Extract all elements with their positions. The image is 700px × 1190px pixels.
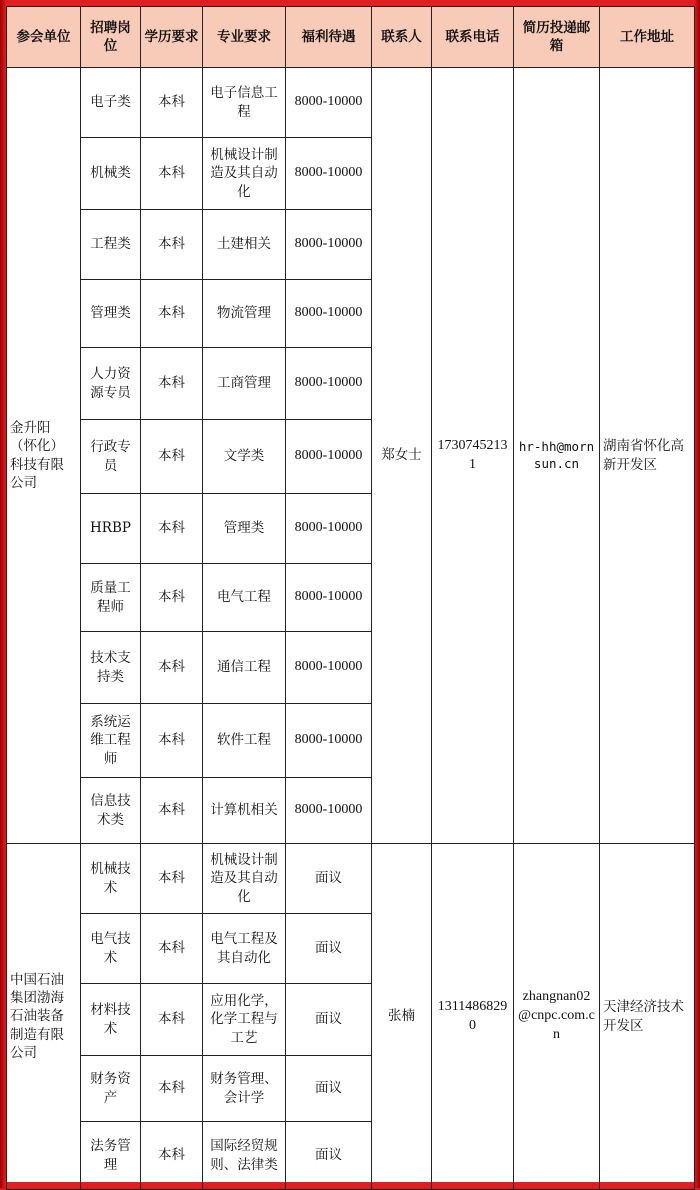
company-name-cell: 中国石油集团渤海石油装备制造有限公司: [7, 844, 81, 1190]
recruitment-table: [6, 6, 695, 1190]
education-cell: 本科: [141, 210, 203, 280]
salary-cell: 8000-10000: [286, 280, 372, 348]
salary-cell: 8000-10000: [286, 494, 372, 564]
salary-cell: 8000-10000: [286, 564, 372, 632]
header-phone: 联系电话: [432, 7, 514, 68]
salary-cell: 面议: [286, 1122, 372, 1190]
major-cell: 机械设计制造及其自动化: [203, 844, 286, 914]
position-cell: 财务资产: [81, 1056, 141, 1122]
major-cell: 电气工程: [203, 564, 286, 632]
contact-cell: 郑女士: [372, 68, 432, 844]
education-cell: 本科: [141, 1122, 203, 1190]
salary-cell: 8000-10000: [286, 68, 372, 138]
major-cell: 国际经贸规则、法律类: [203, 1122, 286, 1190]
major-cell: 机械设计制造及其自动化: [203, 138, 286, 210]
position-cell: HRBP: [81, 494, 141, 564]
education-cell: 本科: [141, 984, 203, 1056]
major-cell: 应用化学，化学工程与工艺: [203, 984, 286, 1056]
salary-cell: 8000-10000: [286, 210, 372, 280]
header-education: 学历要求: [141, 7, 203, 68]
phone-cell: 17307452131: [432, 68, 514, 844]
position-cell: 管理类: [81, 280, 141, 348]
major-cell: 物流管理: [203, 280, 286, 348]
education-cell: 本科: [141, 914, 203, 984]
major-cell: 管理类: [203, 494, 286, 564]
header-row: [7, 7, 695, 68]
position-cell: 技术支持类: [81, 632, 141, 704]
salary-cell: 8000-10000: [286, 632, 372, 704]
education-cell: 本科: [141, 138, 203, 210]
education-cell: 本科: [141, 564, 203, 632]
education-cell: 本科: [141, 68, 203, 138]
contact-cell: 张楠: [372, 844, 432, 1190]
address-cell: 湖南省怀化高新开发区: [600, 68, 695, 844]
major-cell: 文学类: [203, 420, 286, 494]
position-cell: 材料技术: [81, 984, 141, 1056]
header-contact: 联系人: [372, 7, 432, 68]
education-cell: 本科: [141, 778, 203, 844]
position-cell: 机械类: [81, 138, 141, 210]
position-cell: 信息技术类: [81, 778, 141, 844]
major-cell: 软件工程: [203, 704, 286, 778]
position-cell: 质量工程师: [81, 564, 141, 632]
email-cell[interactable]: zhangnan02@cnpc.com.cn: [514, 844, 600, 1190]
major-cell: 计算机相关: [203, 778, 286, 844]
position-cell: 电子类: [81, 68, 141, 138]
education-cell: 本科: [141, 632, 203, 704]
position-cell: 人力资源专员: [81, 348, 141, 420]
salary-cell: 面议: [286, 914, 372, 984]
header-major: 专业要求: [203, 7, 286, 68]
education-cell: 本科: [141, 348, 203, 420]
salary-cell: 8000-10000: [286, 778, 372, 844]
salary-cell: 8000-10000: [286, 138, 372, 210]
education-cell: 本科: [141, 704, 203, 778]
salary-cell: 面议: [286, 984, 372, 1056]
position-cell: 行政专员: [81, 420, 141, 494]
education-cell: 本科: [141, 1056, 203, 1122]
major-cell: 工商管理: [203, 348, 286, 420]
salary-cell: 8000-10000: [286, 348, 372, 420]
address-cell: 天津经济技术开发区: [600, 844, 695, 1190]
education-cell: 本科: [141, 844, 203, 914]
table-row: [7, 68, 695, 138]
major-cell: 电子信息工程: [203, 68, 286, 138]
phone-cell: 13114868290: [432, 844, 514, 1190]
position-cell: 机械技术: [81, 844, 141, 914]
email-cell[interactable]: hr-hh@mornsun.cn: [514, 68, 600, 844]
education-cell: 本科: [141, 494, 203, 564]
salary-cell: 面议: [286, 1056, 372, 1122]
company-name-cell: 金升阳（怀化）科技有限公司: [7, 68, 81, 844]
header-address: 工作地址: [600, 7, 695, 68]
education-cell: 本科: [141, 280, 203, 348]
major-cell: 土建相关: [203, 210, 286, 280]
major-cell: 财务管理、会计学: [203, 1056, 286, 1122]
major-cell: 通信工程: [203, 632, 286, 704]
position-cell: 系统运维工程师: [81, 704, 141, 778]
table-row: [7, 844, 695, 914]
major-cell: 电气工程及其自动化: [203, 914, 286, 984]
salary-cell: 面议: [286, 844, 372, 914]
header-position: 招聘岗位: [81, 7, 141, 68]
header-email: 简历投递邮箱: [514, 7, 600, 68]
salary-cell: 8000-10000: [286, 704, 372, 778]
recruitment-sheet: [6, 6, 694, 1182]
header-salary: 福利待遇: [286, 7, 372, 68]
header-company: 参会单位: [7, 7, 81, 68]
salary-cell: 8000-10000: [286, 420, 372, 494]
education-cell: 本科: [141, 420, 203, 494]
position-cell: 法务管理: [81, 1122, 141, 1190]
position-cell: 电气技术: [81, 914, 141, 984]
position-cell: 工程类: [81, 210, 141, 280]
